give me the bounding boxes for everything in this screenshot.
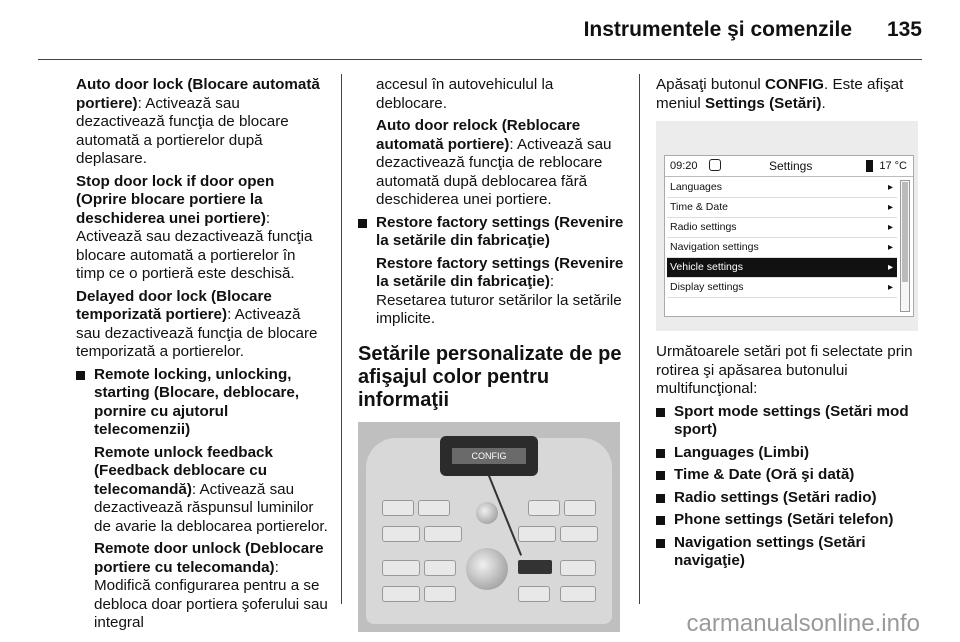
temperature: 17 °C	[879, 160, 907, 172]
clock-icon	[709, 159, 721, 171]
settings-title: Settings	[769, 159, 813, 173]
bullet-navigation-settings: Navigation settings (Setări navigaţie)	[656, 534, 924, 571]
menu-item-vehicle-settings[interactable]: Vehicle settings ▸	[667, 258, 897, 278]
console-button	[518, 586, 550, 602]
volume-knob-icon	[476, 502, 498, 524]
chevron-right-icon: ▸	[887, 222, 893, 233]
bullet-square-icon	[656, 494, 665, 503]
paragraph-auto-door-relock: Auto door relock (Reblocare automată portiere): Activează sau dezactivează funcţia de reblocare automată după deblocarea fără deschiderea unei portiere.	[376, 117, 612, 208]
config-button-closeup: CONFIG	[452, 448, 526, 464]
bullet-square-icon	[358, 219, 367, 228]
console-button	[418, 500, 450, 516]
console-button	[560, 560, 596, 576]
console-button	[424, 560, 456, 576]
paragraph-auto-door-lock: Auto door lock (Blocare automată portiere): Activează sau dezactivează funcţia de blocare automată a portierelor după deplasare.	[76, 76, 320, 167]
console-button	[382, 586, 420, 602]
menu-item-navigation-settings[interactable]: Navigation settings ▸	[667, 238, 897, 258]
settings-menu	[667, 178, 897, 298]
console-button	[518, 526, 556, 542]
settings-panel	[664, 155, 914, 317]
column-1	[76, 76, 328, 637]
paragraph-stop-door-lock: Stop door lock if door open (Oprire blocare portiere la deschiderea unei portiere): Activează sau dezactivează funcţia blocare automată a portierelor în timp ce o portieră este deschisă.	[76, 172, 313, 282]
scrollbar[interactable]	[900, 180, 910, 312]
paragraph-following-settings: Următoarele setări pot fi selectate prin rotirea şi apăsarea butonului multifuncţional:	[656, 343, 913, 397]
menu-item-time-date[interactable]: Time & Date ▸	[667, 198, 897, 218]
console-button	[382, 526, 420, 542]
chevron-right-icon: ▸	[887, 202, 893, 213]
settings-status-bar	[665, 156, 913, 177]
bullet-phone-settings: Phone settings (Setări telefon)	[656, 511, 924, 530]
column-2	[358, 76, 626, 632]
console-button	[424, 526, 462, 542]
page-title: Instrumentele şi comenzile	[583, 18, 852, 41]
chevron-right-icon: ▸	[887, 182, 893, 193]
multifunction-knob-icon	[466, 548, 508, 590]
bullet-restore-factory: Restore factory settings (Revenire la setările din fabricaţie)	[358, 214, 626, 251]
column-divider-1	[341, 74, 342, 604]
chevron-right-icon: ▸	[887, 262, 893, 273]
bullet-languages: Languages (Limbi)	[656, 444, 924, 463]
watermark: carmanualsonline.info	[686, 610, 920, 637]
column-3	[656, 76, 924, 575]
bullet-sport-mode: Sport mode settings (Setări mod sport)	[656, 403, 924, 440]
bullet-time-date: Time & Date (Oră şi dată)	[656, 466, 924, 485]
bullet-radio-settings: Radio settings (Setări radio)	[656, 489, 924, 508]
page-header	[0, 0, 960, 60]
clock-time: 09:20	[670, 160, 698, 172]
console-button	[382, 500, 414, 516]
console-button	[424, 586, 456, 602]
bullet-remote-locking: Remote locking, unlocking, starting (Blocare, deblocare, pornire cu ajutorul telecomenzii)	[76, 366, 328, 440]
menu-item-display-settings[interactable]: Display settings ▸	[667, 278, 897, 298]
dashboard-photo	[358, 422, 620, 632]
console-button	[560, 586, 596, 602]
section-heading: Setările personalizate de pe afişajul color pentru informaţii	[358, 342, 622, 411]
paragraph-restore-factory: Restore factory settings (Revenire la setările din fabricaţie): Resetarea tuturor setărilor la setările implicite.	[376, 254, 624, 327]
settings-screen-image	[656, 121, 918, 331]
chevron-right-icon: ▸	[887, 282, 893, 293]
console-button	[564, 500, 596, 516]
paragraph-remote-door-unlock: Remote door unlock (Deblocare portiere cu telecomanda): Modifică configurarea pentru a se debloca doar portiera şoferului sau integral	[94, 540, 328, 631]
config-button-icon	[518, 560, 552, 574]
paragraph-continued: accesul în autovehiculul la deblocare.	[376, 76, 554, 112]
paragraph-remote-unlock-feedback: Remote unlock feedback (Feedback deblocare cu telecomandă): Activează sau dezactivează răspunsul luminilor de avarie la deblocarea portierelor.	[94, 443, 328, 535]
menu-item-radio-settings[interactable]: Radio settings ▸	[667, 218, 897, 238]
scrollbar-thumb[interactable]	[902, 182, 908, 282]
bullet-square-icon	[76, 371, 85, 380]
bullet-square-icon	[656, 449, 665, 458]
chevron-right-icon: ▸	[887, 242, 893, 253]
column-divider-2	[639, 74, 640, 604]
bullet-square-icon	[656, 539, 665, 548]
menu-item-languages[interactable]: Languages ▸	[667, 178, 897, 198]
console-button	[528, 500, 560, 516]
thermometer-icon	[866, 160, 873, 172]
bullet-square-icon	[656, 516, 665, 525]
console-button	[382, 560, 420, 576]
header-rule	[38, 59, 922, 60]
bullet-square-icon	[656, 408, 665, 417]
console-button	[560, 526, 598, 542]
page-number: 135	[886, 18, 922, 41]
bullet-square-icon	[656, 471, 665, 480]
paragraph-delayed-door-lock: Delayed door lock (Blocare temporizată portiere): Activează sau dezactivează funcţia de blocare temporizată a portierelor.	[76, 287, 318, 360]
paragraph-press-config: Apăsaţi butonul CONFIG. Este afişat meniul Settings (Setări).	[656, 76, 904, 112]
